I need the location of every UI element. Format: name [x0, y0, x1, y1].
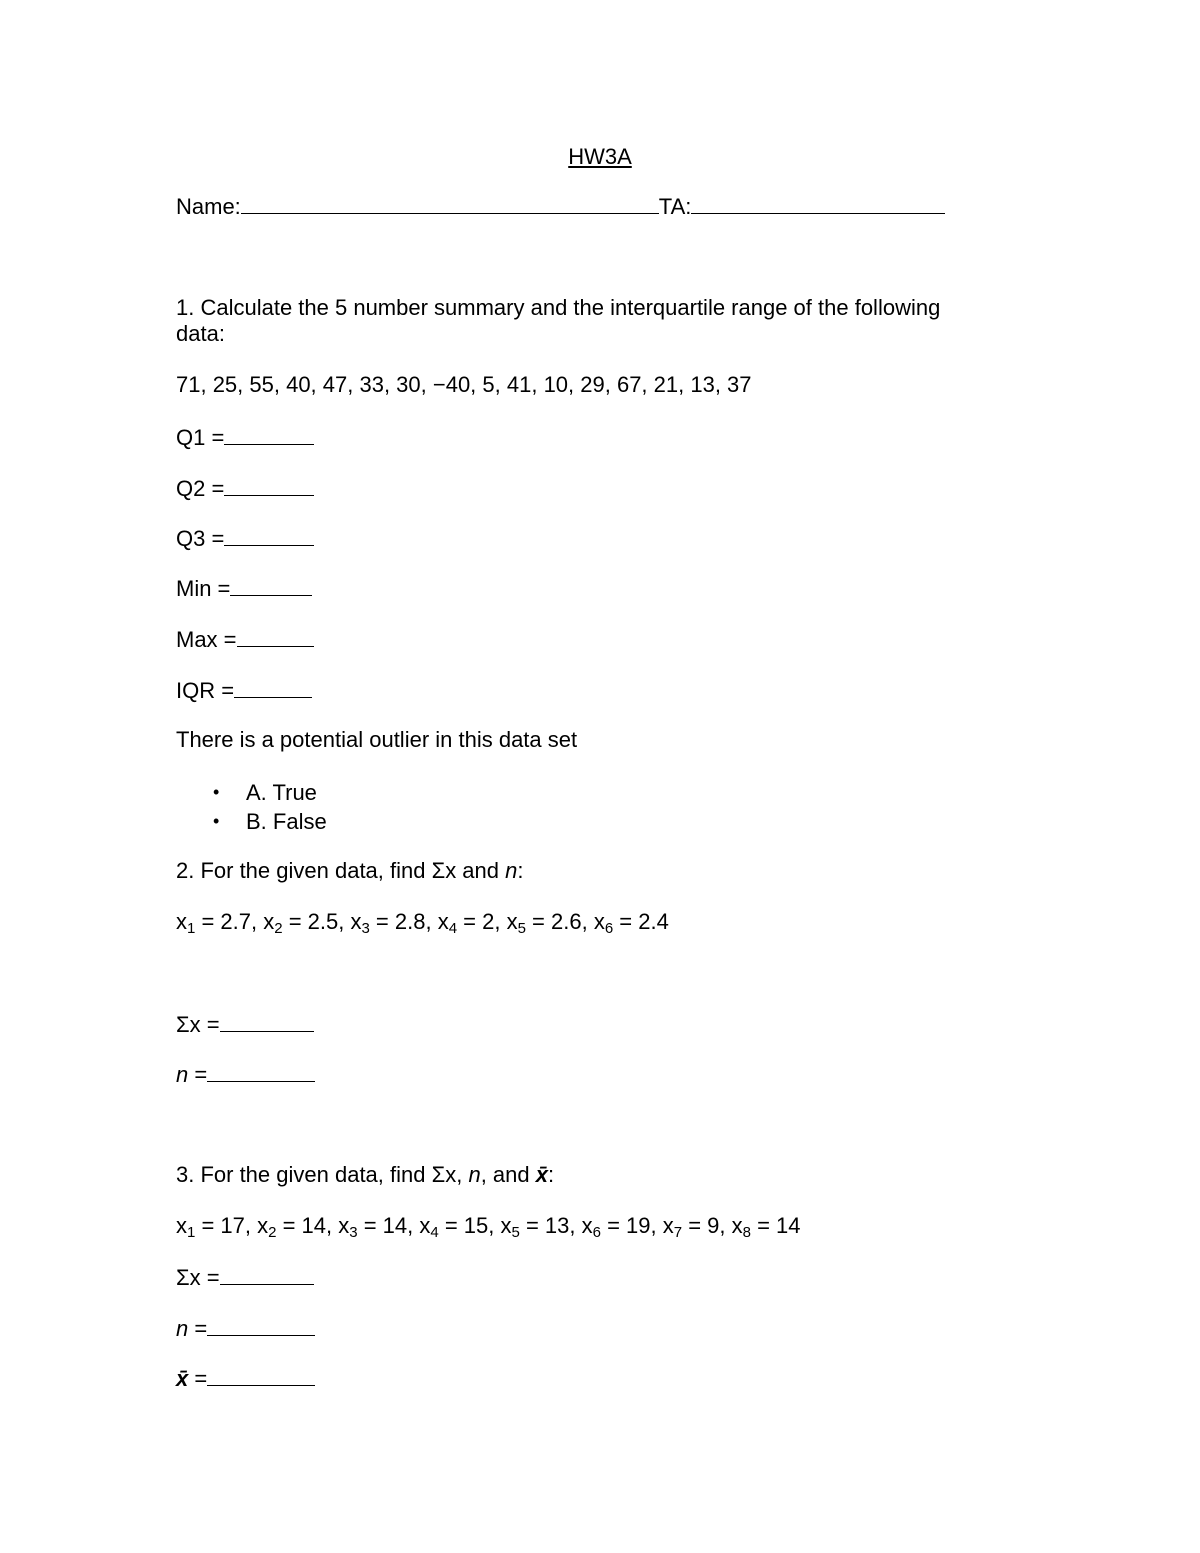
q3-prompt-mid: , and — [480, 1162, 536, 1187]
field-label: Max = — [176, 627, 237, 652]
data-text: x — [176, 909, 187, 934]
name-label: Name: — [176, 194, 241, 219]
data-text: = 13, — [519, 1213, 582, 1238]
data-text: 6 — [604, 920, 614, 937]
xbar-symbol: x̄ — [176, 1366, 189, 1391]
data-text: 5 — [517, 920, 526, 937]
answer-blank[interactable] — [230, 575, 312, 596]
n-symbol: n — [468, 1162, 481, 1187]
bullet-icon: • — [213, 782, 220, 802]
field-label: = — [188, 1366, 208, 1391]
data-text: x — [257, 1213, 269, 1238]
q3-prompt-text: 3. For the given data, find Σx, — [176, 1162, 469, 1187]
q1-options-list — [176, 778, 327, 836]
field-label: Q1 = — [176, 425, 225, 450]
xbar-symbol: x̄ — [535, 1162, 548, 1187]
data-text: 5 — [511, 1224, 520, 1241]
data-text: x — [350, 909, 362, 934]
data-text: x — [437, 909, 449, 934]
q3-sum-field — [176, 1264, 314, 1291]
q1-field-q2 — [176, 475, 314, 502]
data-text: x — [662, 1213, 674, 1238]
data-text: = 19, — [600, 1213, 663, 1238]
q2-prompt — [176, 858, 524, 884]
data-text: 4 — [448, 920, 458, 937]
q1-field-iqr — [176, 677, 312, 704]
data-text: x — [581, 1213, 593, 1238]
answer-blank[interactable] — [224, 525, 314, 546]
data-text: = 2.7, — [195, 909, 264, 934]
answer-blank[interactable] — [207, 1315, 315, 1336]
name-blank[interactable] — [241, 193, 659, 214]
data-text: x — [593, 909, 605, 934]
data-text: 1 — [187, 920, 196, 937]
q1-field-q3 — [176, 525, 314, 552]
data-text: x — [263, 909, 275, 934]
q3-n-field — [176, 1315, 315, 1342]
bullet-icon: • — [213, 811, 220, 831]
data-text: x — [419, 1213, 431, 1238]
q3-data — [176, 1213, 801, 1239]
q3-xbar-field — [176, 1365, 315, 1392]
field-label: = — [188, 1316, 208, 1341]
answer-blank[interactable] — [220, 1264, 314, 1285]
field-label: Σx = — [176, 1012, 220, 1037]
q2-prompt-text: 2. For the given data, find Σx and — [176, 858, 506, 883]
data-text: 7 — [673, 1224, 683, 1241]
data-text: 2 — [268, 1224, 277, 1241]
data-text: x — [176, 1213, 187, 1238]
answer-blank[interactable] — [207, 1061, 315, 1082]
option-label: A. True — [246, 780, 317, 805]
q1-field-min — [176, 575, 312, 602]
option-true[interactable] — [176, 778, 327, 807]
field-label: Q3 = — [176, 526, 225, 551]
data-text: = 2.4 — [613, 909, 669, 934]
q1-outlier-prompt: There is a potential outlier in this data set — [176, 727, 578, 752]
ta-blank[interactable] — [691, 193, 945, 214]
data-text: 3 — [349, 1224, 358, 1241]
q1-field-max — [176, 626, 314, 653]
page-title: HW3A — [568, 144, 632, 169]
answer-blank[interactable] — [237, 626, 314, 647]
answer-blank[interactable] — [220, 1011, 314, 1032]
data-text: = 17, — [195, 1213, 258, 1238]
field-label: Σx = — [176, 1265, 220, 1290]
q1-prompt-line2: data: — [176, 321, 225, 346]
data-text: x — [338, 1213, 350, 1238]
data-text: = 2.8, — [369, 909, 438, 934]
data-text: = 2.6, — [525, 909, 594, 934]
answer-blank[interactable] — [207, 1365, 315, 1386]
q2-n-field — [176, 1061, 315, 1088]
q1-data: 71, 25, 55, 40, 47, 33, 30, −40, 5, 41, 10, 29, 67, 21, 13, 37 — [176, 372, 752, 397]
data-text: 3 — [361, 920, 370, 937]
data-text: 6 — [592, 1224, 601, 1241]
data-text: = 2, — [457, 909, 507, 934]
field-label: = — [188, 1062, 208, 1087]
name-ta-line — [176, 193, 945, 220]
data-text: 4 — [430, 1224, 439, 1241]
answer-blank[interactable] — [224, 475, 314, 496]
option-label: B. False — [246, 809, 327, 834]
ta-label: TA: — [658, 194, 692, 219]
data-text: = 14, — [357, 1213, 420, 1238]
data-text: 8 — [742, 1224, 751, 1241]
q1-prompt-line1: 1. Calculate the 5 number summary and the interquartile range of the following — [176, 295, 941, 320]
field-label: Min = — [176, 576, 231, 601]
data-text: 2 — [274, 920, 283, 937]
q3-prompt-end: : — [547, 1162, 555, 1187]
data-text: x — [731, 1213, 743, 1238]
q2-data — [176, 909, 669, 935]
q2-sum-field — [176, 1011, 314, 1038]
q2-prompt-end: : — [517, 858, 524, 883]
data-text: 1 — [187, 1224, 196, 1241]
n-symbol: n — [176, 1316, 189, 1341]
n-symbol: n — [505, 858, 518, 883]
answer-blank[interactable] — [224, 424, 314, 445]
n-symbol: n — [176, 1062, 189, 1087]
data-text: = 9, — [682, 1213, 732, 1238]
data-text: x — [500, 1213, 512, 1238]
q3-prompt — [176, 1162, 554, 1188]
option-false[interactable] — [176, 807, 327, 836]
data-text: x — [506, 909, 518, 934]
data-text: = 14 — [750, 1213, 801, 1238]
data-text: = 2.5, — [282, 909, 351, 934]
data-text: = 15, — [438, 1213, 501, 1238]
q1-field-q1 — [176, 424, 314, 451]
data-text: = 14, — [276, 1213, 339, 1238]
field-label: IQR = — [176, 678, 235, 703]
answer-blank[interactable] — [234, 677, 312, 698]
field-label: Q2 = — [176, 476, 225, 501]
